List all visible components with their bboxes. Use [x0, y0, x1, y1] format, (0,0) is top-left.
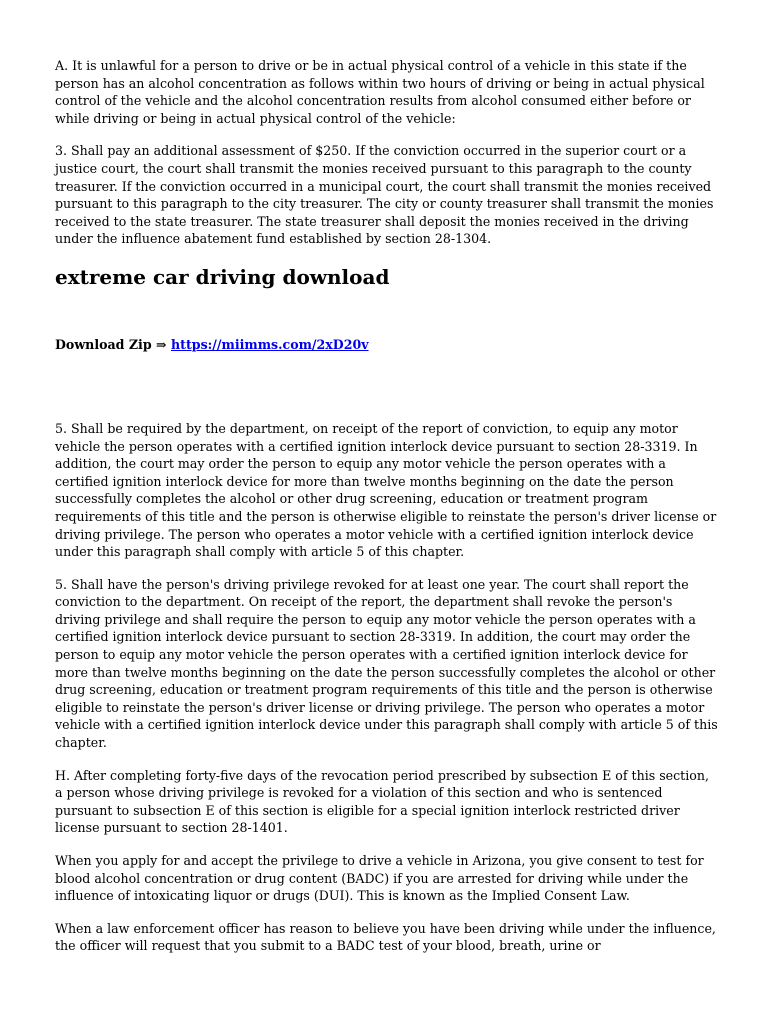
paragraph-officer: When a law enforcement officer has reason to believe you have been driving while under the influence, the officer will request that you submit to a BADC test of your blood, breath, urine or [55, 920, 716, 954]
paragraph-5-revoked: 5. Shall have the person's driving privilege revoked for at least one year. The court shall report the conviction to the department. On receipt of the report, the department shall revoke the person's driving privilege and shall require the person to equip any motor vehicle the person operates with a certified ignition interlock device pursuant to section 28-3319. In addition, the court may order the person to equip any motor vehicle the person operates with a certified ignition interlock device for more than twelve months beginning on the date the person successfully completes the alcohol or other drug screening, education or treatment program requirements of this title and the person is otherwise eligible to reinstate the person's driver license or driving privilege. The person who operates a motor vehicle with a certified ignition interlock device under this paragraph shall comply with article 5 of this chapter. [55, 576, 718, 751]
document-page [55, 57, 720, 955]
paragraph-implied-consent: When you apply for and accept the privilege to drive a vehicle in Arizona, you give consent to test for blood alcohol concentration or drug content (BADC) if you are arrested for driving while under the influence of intoxicating liquor or drugs (DUI). This is known as the Implied Consent Law. [55, 853, 704, 904]
section-heading: extreme car driving download [55, 264, 390, 289]
download-line [55, 336, 720, 354]
paragraph-a: A. It is unlawful for a person to drive or be in actual physical control of a vehicle in this state if the person has an alcohol concentration as follows within two hours of driving or being in actual physical control of the vehicle and the alcohol concentration results from alcohol consumed either before or while driving or being in actual physical control of the vehicle: [55, 58, 705, 126]
paragraph-h: H. After completing forty-five days of the revocation period prescribed by subsection E of this section, a person whose driving privilege is revoked for a violation of this section and who is sentenced pursuant to subsection E of this section is eligible for a special ignition interlock restricted driver license pursuant to section 28-1401. [55, 767, 709, 836]
paragraph-3: 3. Shall pay an additional assessment of $250. If the conviction occurred in the superior court or a justice court, the court shall transmit the monies received pursuant to this paragraph to the county treasurer. If the conviction occurred in a municipal court, the court shall transmit the monies received pursuant to this paragraph to the city treasurer. The city or county treasurer shall transmit the monies received to the state treasurer. The state treasurer shall deposit the monies received in the driving under the influence abatement fund established by section 28-1304. [55, 143, 714, 247]
download-label: Download Zip ⇒ [55, 336, 171, 352]
paragraph-5-interlock: 5. Shall be required by the department, on receipt of the report of conviction, to equip any motor vehicle the person operates with a certified ignition interlock device pursuant to section 28-3319. In addition, the court may order the person to equip any motor vehicle the person operates with a certified ignition interlock device for more than twelve months beginning on the date the person successfully completes the alcohol or other drug screening, education or treatment program requirements of this title and the person is otherwise eligible to reinstate the person's driver license or driving privilege. The person who operates a motor vehicle with a certified ignition interlock device under this paragraph shall comply with article 5 of this chapter. [55, 420, 717, 560]
download-link[interactable]: https://miimms.com/2xD20v [170, 336, 369, 352]
